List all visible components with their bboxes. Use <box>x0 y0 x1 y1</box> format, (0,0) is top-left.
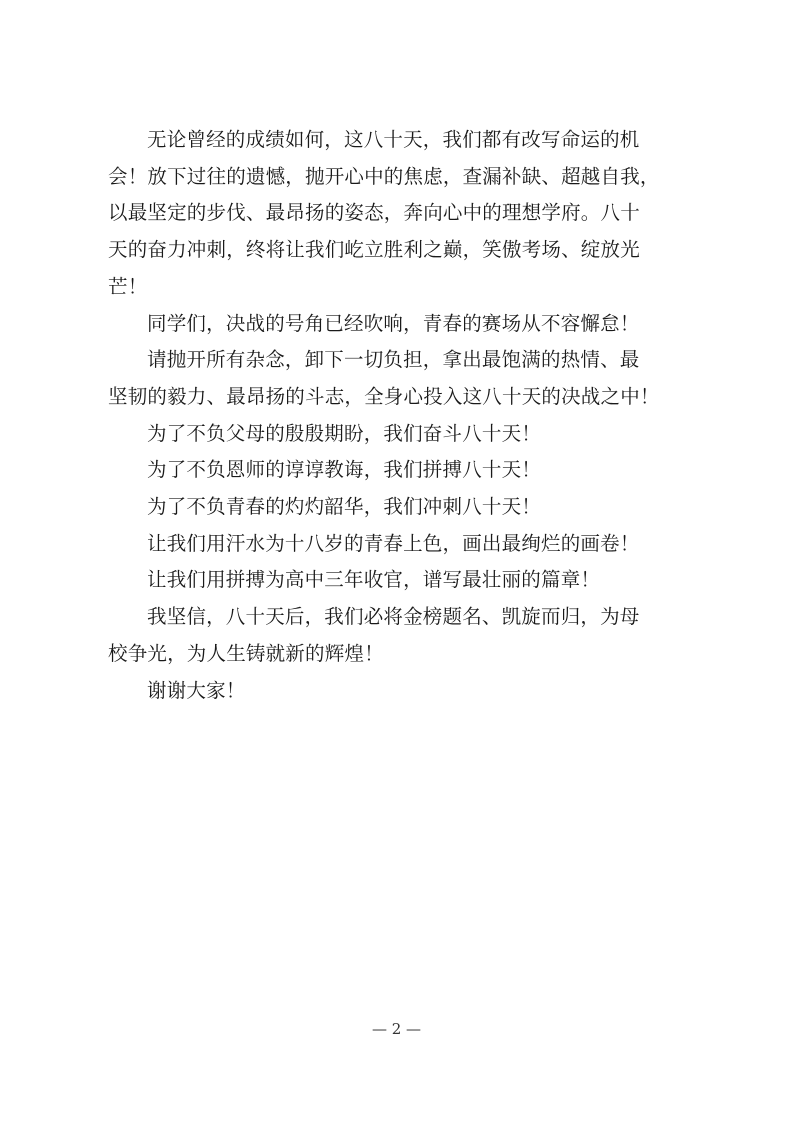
paragraph-line: 让我们用汗水为十八岁的青春上色，画出最绚烂的画卷！ <box>147 531 640 555</box>
paragraph-5 <box>108 452 690 489</box>
speech-body <box>108 122 690 709</box>
paragraph-line: 会！放下过往的遗憾，抛开心中的焦虑，查漏补缺、超越自我， <box>108 164 660 188</box>
paragraph-line: 为了不负父母的殷殷期盼，我们奋斗八十天！ <box>147 421 542 445</box>
paragraph-line: 坚韧的毅力、最昂扬的斗志，全身心投入这八十天的决战之中！ <box>108 384 660 408</box>
paragraph-9 <box>108 599 690 672</box>
paragraph-8 <box>108 562 690 599</box>
paragraph-4 <box>108 416 690 453</box>
paragraph-line: 我坚信，八十天后，我们必将金榜题名、凯旋而归，为母 <box>147 605 640 629</box>
paragraph-line: 天的奋力冲刺，终将让我们屹立胜利之巅，笑傲考场、绽放光 <box>108 238 640 262</box>
paragraph-line: 谢谢大家！ <box>147 678 246 702</box>
paragraph-line: 同学们，决战的号角已经吹响，青春的赛场从不容懈怠！ <box>147 311 640 335</box>
paragraph-10 <box>108 673 690 710</box>
paragraph-7 <box>108 526 690 563</box>
paragraph-1 <box>108 122 690 306</box>
paragraph-3 <box>108 342 690 415</box>
paragraph-2 <box>108 306 690 343</box>
paragraph-line: 校争光，为人生铸就新的辉煌！ <box>108 641 384 665</box>
paragraph-6 <box>108 489 690 526</box>
paragraph-line: 以最坚定的步伐、最昂扬的姿态，奔向心中的理想学府。八十 <box>108 201 640 225</box>
paragraph-line: 为了不负恩师的谆谆教诲，我们拼搏八十天！ <box>147 458 542 482</box>
paragraph-line: 为了不负青春的灼灼韶华，我们冲刺八十天！ <box>147 495 542 519</box>
paragraph-line: 请抛开所有杂念，卸下一切负担，拿出最饱满的热情、最 <box>147 348 640 372</box>
paragraph-line: 无论曾经的成绩如何，这八十天，我们都有改写命运的机 <box>147 128 640 151</box>
page-number: — 2 — <box>371 1020 422 1038</box>
paragraph-line: 芒！ <box>108 274 148 298</box>
paragraph-line: 让我们用拼搏为高中三年收官，谱写最壮丽的篇章！ <box>147 568 601 592</box>
